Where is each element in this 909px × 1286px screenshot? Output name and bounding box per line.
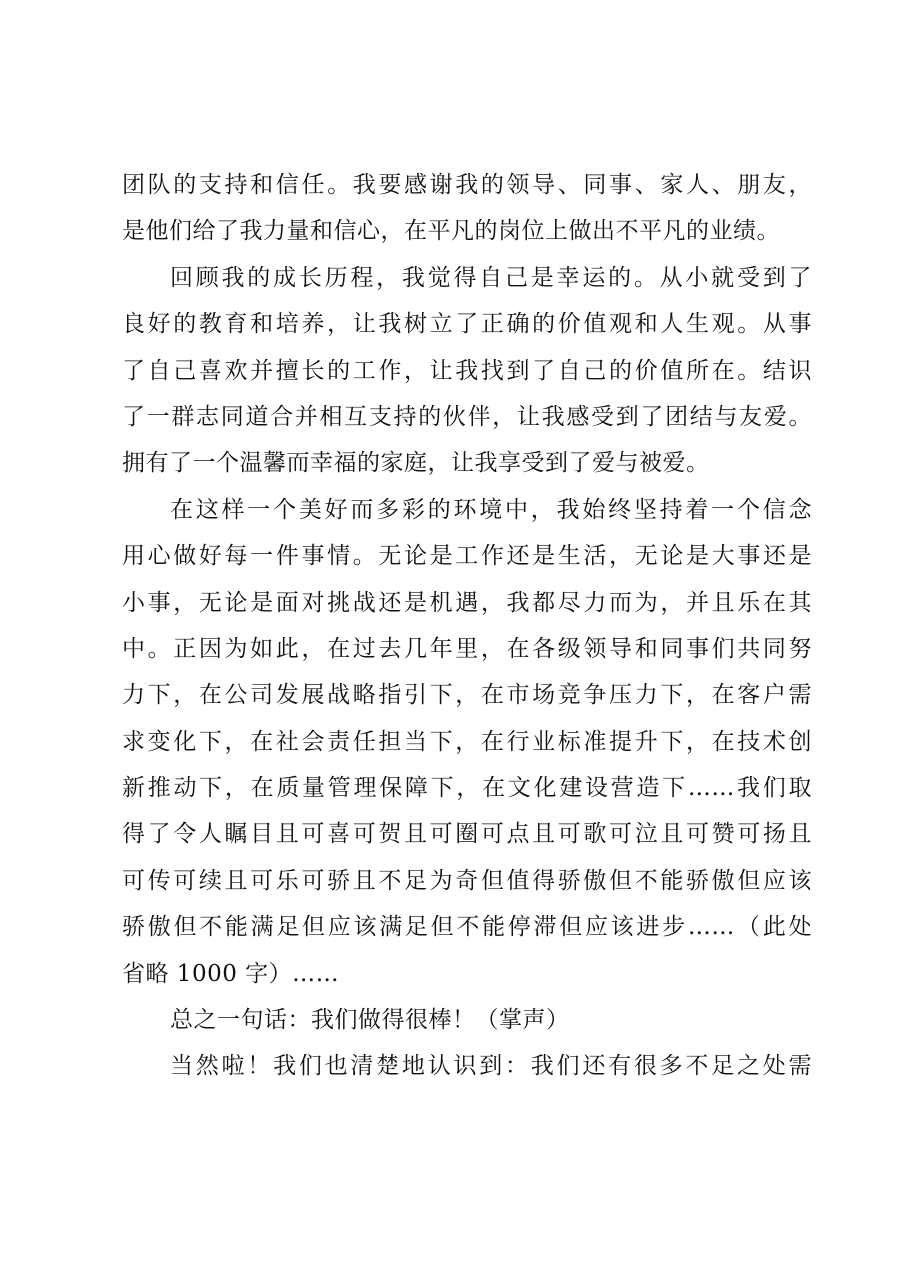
body-text bbox=[122, 162, 812, 1090]
paragraph-start-line: 在这样一个美好而多彩的环境中，我始终坚持着一个信念 bbox=[170, 496, 812, 523]
text-line: 小事，无论是面对挑战还是机遇，我都尽力而为，并且乐在其 bbox=[122, 589, 812, 616]
text-line: 省略 1000 字）…… bbox=[122, 960, 340, 987]
text-line: 了自己喜欢并擅长的工作，让我找到了自己的价值所在。结识 bbox=[122, 357, 812, 384]
text-line: 是他们给了我力量和信心，在平凡的岗位上做出不平凡的业绩。 bbox=[122, 218, 780, 245]
text-line: 新推动下，在质量管理保障下，在文化建设营造下……我们取 bbox=[122, 775, 812, 802]
text-line: 良好的教育和培养，让我树立了正确的价值观和人生观。从事 bbox=[122, 311, 812, 338]
text-line: 了一群志同道合并相互支持的伙伴，让我感受到了团结与友爱。 bbox=[122, 403, 812, 430]
paragraph-start-line: 回顾我的成长历程，我觉得自己是幸运的。从小就受到了 bbox=[170, 264, 812, 291]
text-line: 可传可续且可乐可骄且不足为奇但值得骄傲但不能骄傲但应该 bbox=[122, 867, 812, 894]
text-line: 用心做好每一件事情。无论是工作还是生活，无论是大事还是 bbox=[122, 543, 812, 570]
text-line: 中。正因为如此，在过去几年里，在各级领导和同事们共同努 bbox=[122, 635, 812, 662]
paragraph-start-line: 总之一句话：我们做得很棒！（掌声） bbox=[170, 1007, 570, 1034]
text-line: 团队的支持和信任。我要感谢我的领导、同事、家人、朋友， bbox=[122, 172, 812, 198]
text-line: 求变化下，在社会责任担当下，在行业标准提升下，在技术创 bbox=[122, 728, 812, 755]
text-line: 得了令人瞩目且可喜可贺且可圈可点且可歌可泣且可赞可扬且 bbox=[122, 821, 812, 848]
text-line: 骄傲但不能满足但应该满足但不能停滞但应该进步……（此处 bbox=[122, 914, 812, 941]
text-line: 力下，在公司发展战略指引下，在市场竞争压力下，在客户需 bbox=[122, 682, 812, 709]
paragraph-start-line: 当然啦！我们也清楚地认识到：我们还有很多不足之处需 bbox=[170, 1053, 812, 1080]
text-line: 拥有了一个温馨而幸福的家庭，让我享受到了爱与被爱。 bbox=[122, 450, 710, 477]
